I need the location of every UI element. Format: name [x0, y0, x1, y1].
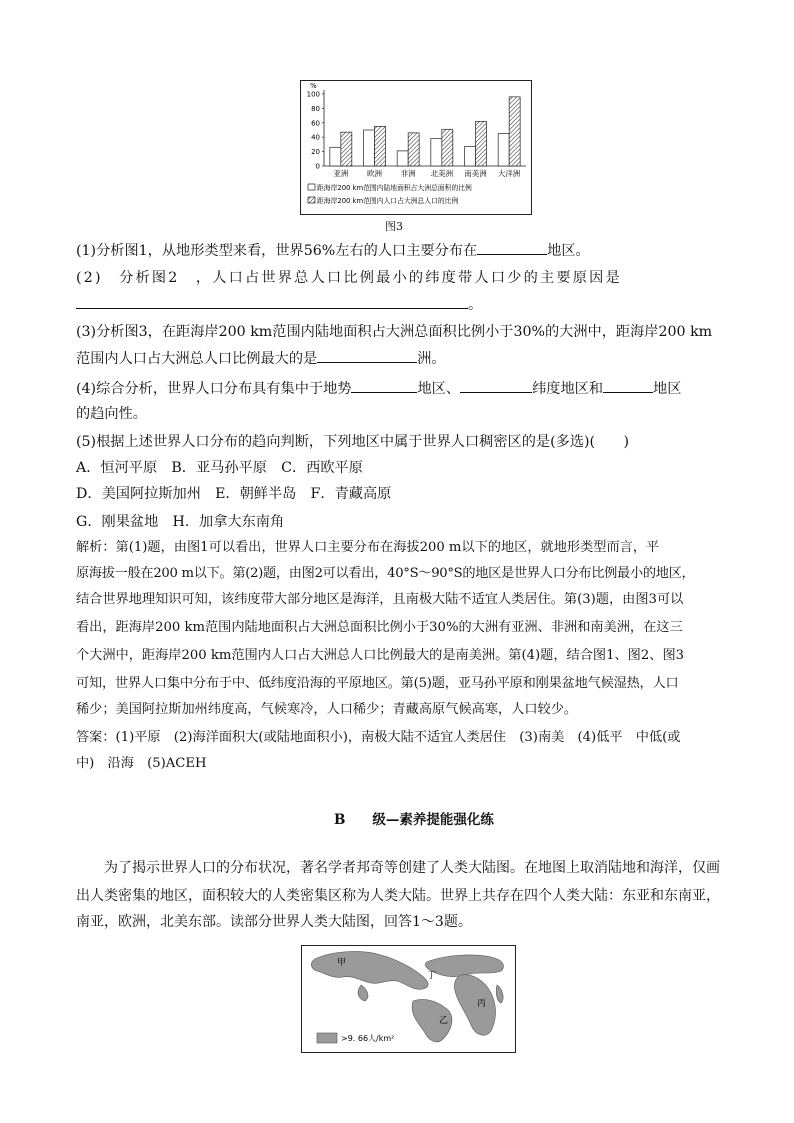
- q3-blank: [317, 348, 417, 363]
- bar-area: [397, 151, 408, 166]
- legend-swatch-area: [308, 184, 315, 190]
- question-1: [76, 240, 726, 261]
- legend-label-area: 距海岸200 km范围内陆地面积占大洲总面积的比例: [317, 184, 472, 192]
- q4-part2: 地区、: [417, 381, 461, 397]
- q4-blank-2: [460, 378, 532, 393]
- y-tick-label: 100: [306, 90, 320, 99]
- answer-line-2: 中) 沿海 (5)ACEH: [76, 756, 207, 771]
- q1-text: (1)分析图1，从地形类型来看，世界56%左右的人口主要分布在: [76, 243, 478, 259]
- category-label: 大洋洲: [497, 169, 521, 178]
- bar-population: [442, 129, 453, 166]
- analysis-line-3: 结合世界地理知识可知，该纬度带大部分地区是海洋，且南极大陆不适宜人类居住。第(3)题，由图3可以: [76, 592, 684, 607]
- q1-blank: [477, 240, 547, 255]
- y-tick-label: 80: [311, 104, 320, 113]
- bar-area: [431, 139, 442, 166]
- bar-area: [465, 147, 476, 166]
- q4-part3: 纬度地区和: [532, 381, 604, 397]
- question-3-line1: (3)分析图3，在距海岸200 km范围内陆地面积占大洲总面积比例小于30%的大洲中，距海岸200 km: [76, 324, 713, 340]
- intro-line-2: 出人类密集的地区，面积较大的人类密集区称为人类大陆。世界上共存在四个人类大陆：东亚和东南亚，: [76, 888, 720, 904]
- map-label-bing: 丙: [477, 999, 487, 1009]
- q2-text: (2) 分析图2 ，人口占世界总人口比例最小的纬度带人口少的主要原因是: [76, 270, 622, 286]
- category-label: 亚洲: [333, 169, 349, 178]
- q2-blank: [76, 294, 468, 309]
- map-legend-label: >9. 66人/km²: [341, 1034, 395, 1043]
- analysis-line-4: 看出，距海岸200 km范围内陆地面积占大洲总面积比例小于30%的大洲有亚洲、非洲和南美洲，在这三: [76, 620, 683, 635]
- map-label-ding: 丁: [427, 971, 437, 981]
- q4-blank-3: [603, 378, 653, 393]
- map-label-yi: 乙: [439, 1016, 449, 1026]
- q2-suffix: 。: [468, 297, 483, 313]
- category-label: 欧洲: [367, 169, 382, 178]
- bar-area: [364, 130, 375, 166]
- y-tick-label: 0: [315, 162, 320, 171]
- category-label: 北美洲: [430, 169, 454, 178]
- bar-population: [375, 126, 386, 166]
- question-2-cont: [76, 294, 726, 315]
- y-tick-label: 40: [311, 133, 320, 142]
- analysis-line-5: 个大洲中，距海岸200 km范围内人口占大洲总人口比例最大的是南美洲。第(4)题，结合图1、图2、图3: [76, 648, 685, 663]
- section-b-heading: B 级—素养提能强化练: [334, 812, 494, 828]
- category-label: 非洲: [400, 169, 416, 178]
- analysis-line-7: 稀少；美国阿拉斯加州纬度高，气候寒冷，人口稀少；青藏高原气候高寒，人口较少。: [76, 702, 578, 717]
- legend-swatch-population: [308, 197, 315, 203]
- population-map: [301, 945, 516, 1053]
- analysis-line-6: 可知，世界人口集中分布于中、低纬度沿海的平原地区。第(5)题，亚马孙平原和刚果盆地气候湿热，人口: [76, 676, 679, 691]
- y-unit-label: %: [310, 82, 317, 90]
- q3-suffix: 洲。: [417, 351, 446, 367]
- q4-part1: (4)综合分析，世界人口分布具有集中于地势: [76, 381, 352, 397]
- question-5: (5)根据上述世界人口分布的趋向判断，下列地区中属于世界人口稠密区的是(多选)( ): [76, 434, 629, 450]
- q5-options-3: G．刚果盆地 H．加拿大东南角: [76, 514, 285, 530]
- question-3-line2: [76, 348, 726, 369]
- question-4-line2: 的趋向性。: [76, 406, 147, 422]
- y-tick-label: 20: [311, 148, 320, 157]
- intro-line-1: 为了揭示世界人口的分布状况，著名学者邦奇等创建了人类大陆图。在地图上取消陆地和海洋，仅画: [104, 860, 720, 876]
- analysis-line-1: 解析：第(1)题，由图1可以看出，世界人口主要分布在海拔200 m以下的地区，就地形类型而言，平: [76, 540, 660, 555]
- q5-options-1: A．恒河平原 B．亚马孙平原 C．西欧平原: [76, 460, 363, 476]
- question-4-line1: [76, 378, 726, 399]
- bar-population: [476, 121, 487, 166]
- map-label-jia: 甲: [337, 958, 347, 968]
- y-tick-label: 60: [311, 119, 320, 128]
- bar-population: [509, 97, 520, 166]
- bar-area: [498, 134, 509, 166]
- bar-population: [408, 133, 419, 166]
- q3-text: 范围内人口占大洲总人口比例最大的是: [76, 351, 318, 367]
- q5-options-2: D．美国阿拉斯加州 E．朝鲜半岛 F．青藏高原: [76, 486, 392, 502]
- figure3-chart: [300, 80, 532, 215]
- map-legend-swatch: [317, 1033, 337, 1043]
- q4-blank-1: [351, 378, 417, 393]
- bar-population: [341, 132, 352, 166]
- answer-line-1: 答案：(1)平原 (2)海洋面积大(或陆地面积小)，南极大陆不适宜人类居住 (3)南美 (4)低平 中低(或: [76, 730, 681, 745]
- q4-part4: 地区: [653, 381, 682, 397]
- legend-label-population: 距海岸200 km范围内人口占大洲总人口的比例: [317, 197, 459, 205]
- question-2: [76, 268, 726, 288]
- category-label: 南美洲: [464, 169, 487, 178]
- intro-line-3: 南亚，欧洲，北美东部。读部分世界人类大陆图，回答1～3题。: [76, 914, 472, 930]
- q1-suffix: 地区。: [547, 243, 590, 259]
- figure3-caption: 图3: [385, 220, 403, 233]
- bar-area: [330, 147, 341, 166]
- analysis-line-2: 原海拔一般在200 m以下。第(2)题，由图2可以看出，40°S～90°S的地区是世界人口分布比例最小的地区，: [76, 566, 695, 581]
